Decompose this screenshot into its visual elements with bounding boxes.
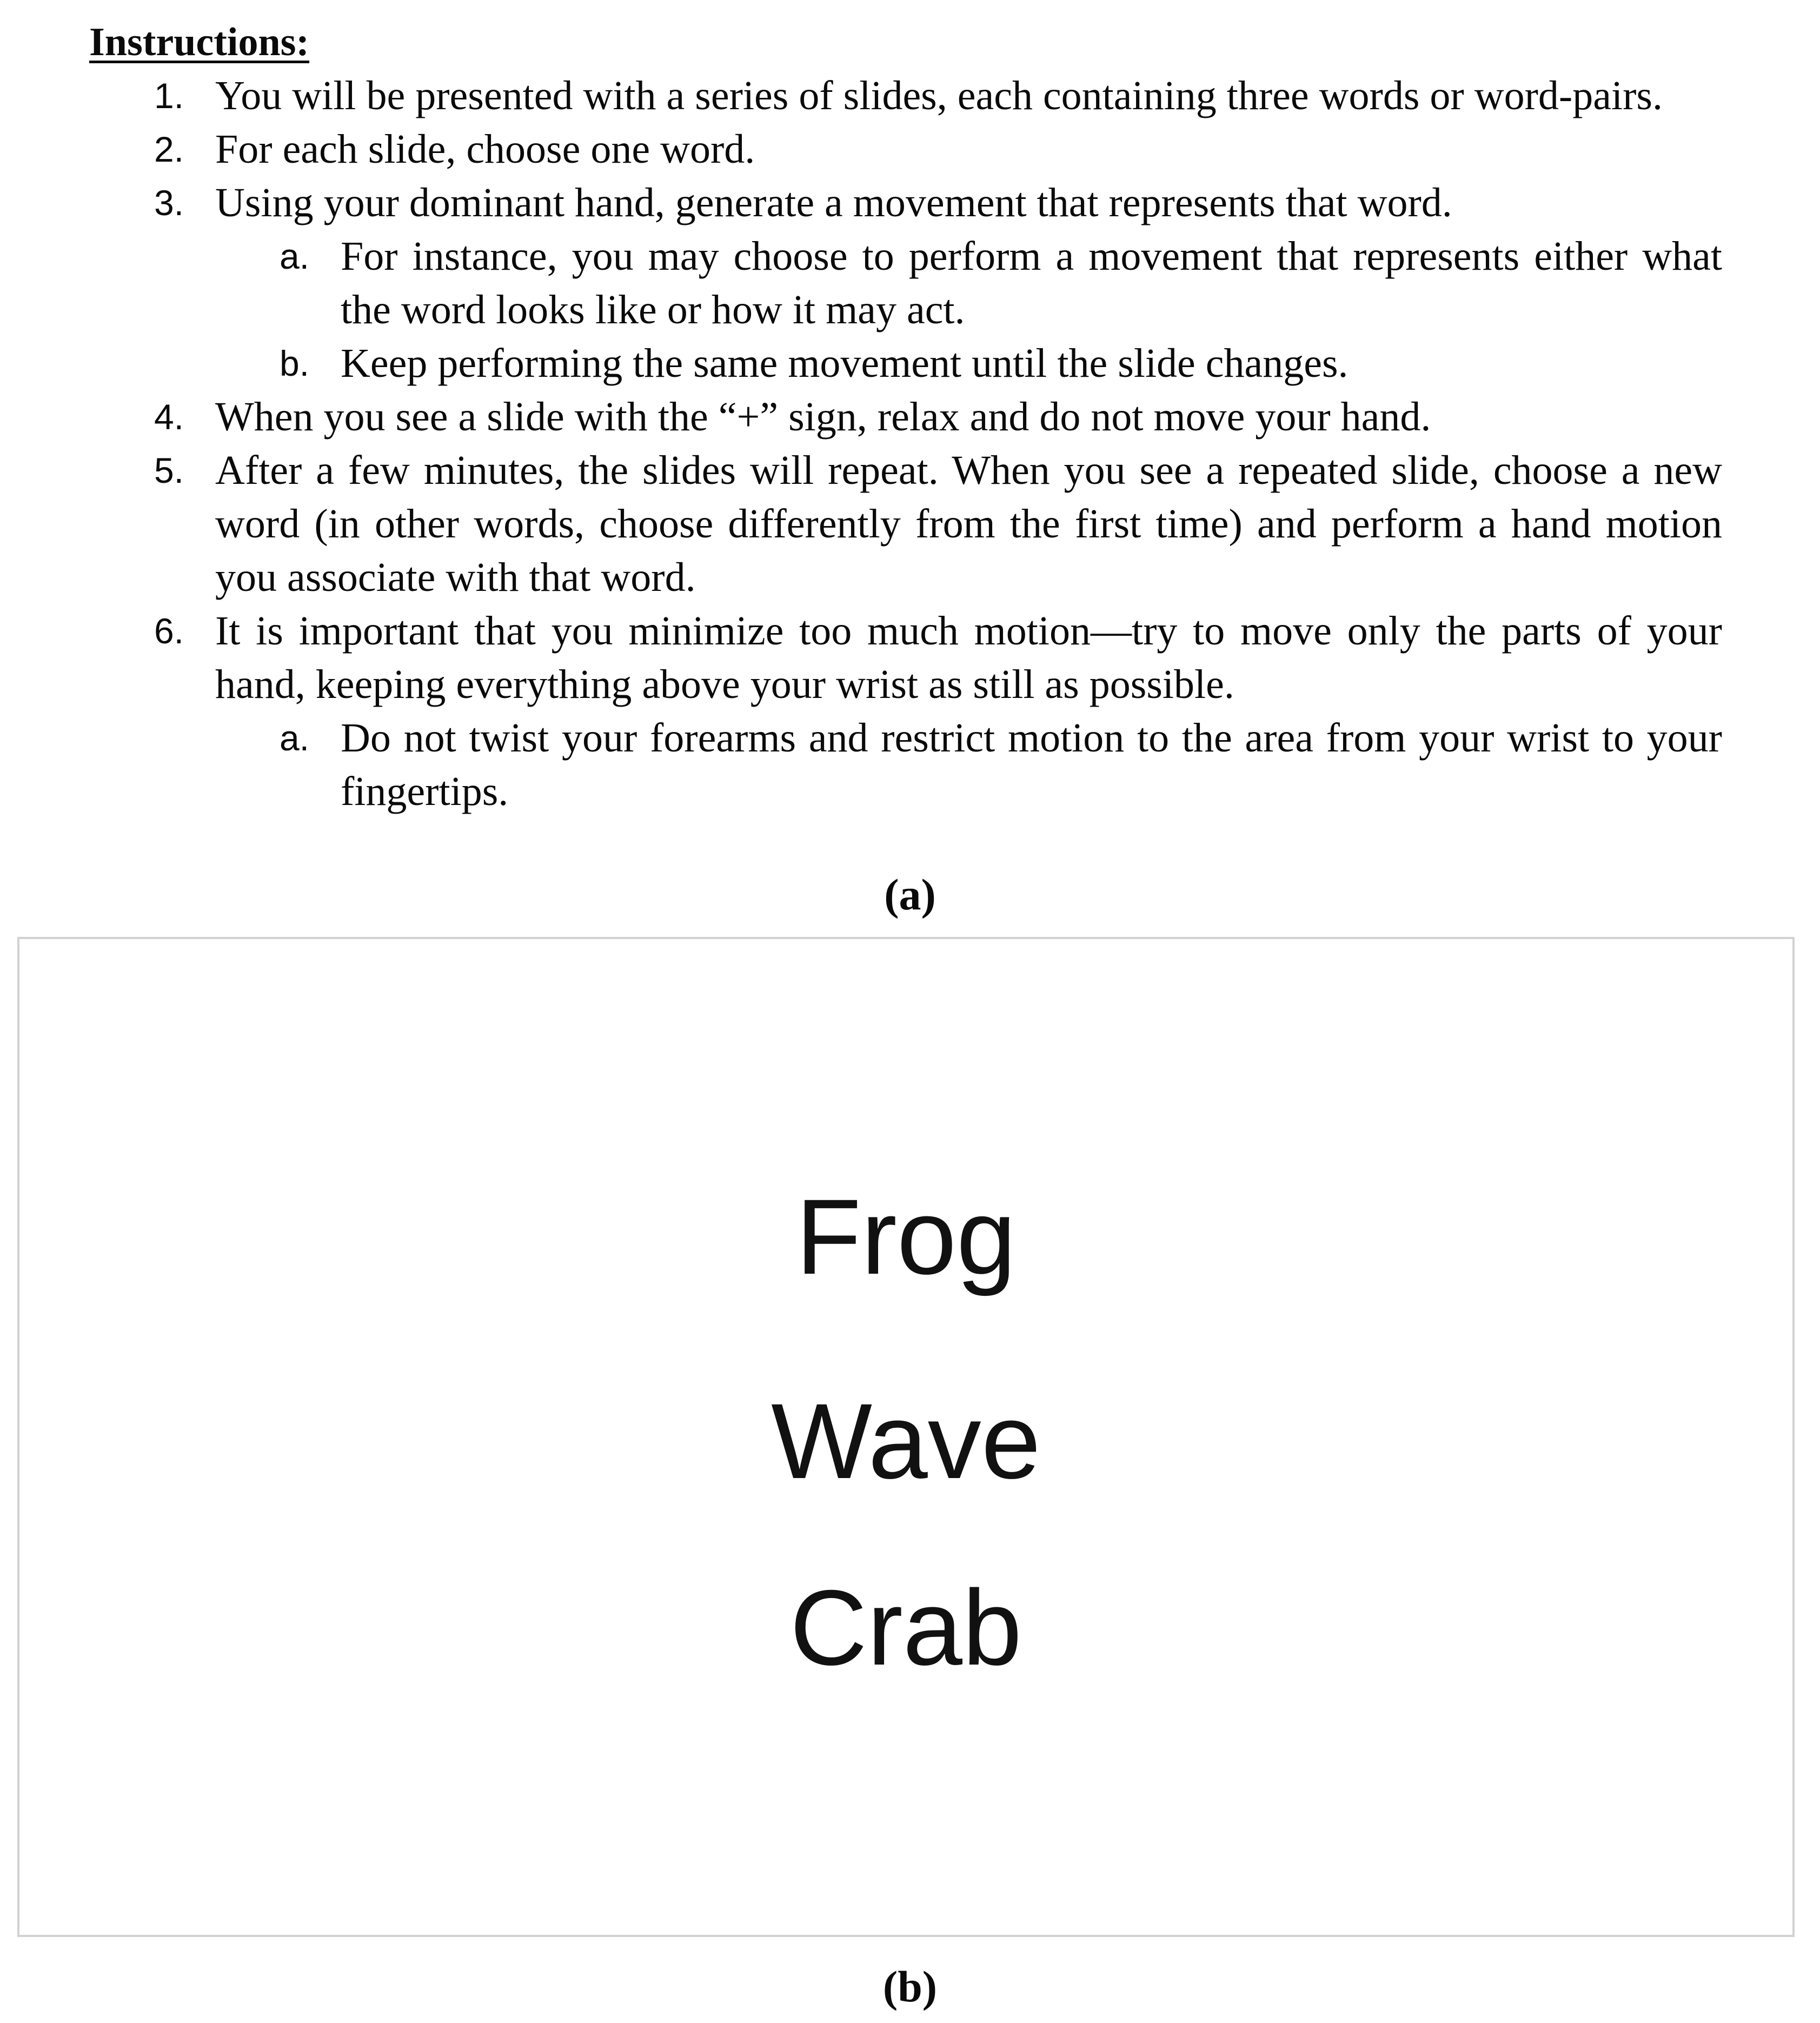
list-text: It is important that you minimize too much motion—try to move only the parts of your hand, keeping everything above your wrist as still as possible.	[215, 608, 1722, 707]
list-subitem	[89, 337, 1722, 390]
list-letter: a.	[279, 718, 309, 758]
caption-a: (a)	[884, 870, 936, 919]
list-number: 3.	[154, 183, 184, 223]
caption-b: (b)	[882, 1962, 938, 2011]
list-text: Using your dominant hand, generate a movement that represents that word.	[215, 180, 1452, 225]
list-text: After a few minutes, the slides will repeat. When you see a repeated slide, choose a new word (in other words, choose differently from the first time) and perform a hand motion you associate with that word.	[215, 448, 1722, 600]
list-text: For each slide, choose one word.	[215, 127, 755, 172]
list-number: 4.	[154, 397, 184, 437]
list-number: 5.	[154, 450, 184, 490]
list-letter: b.	[279, 343, 309, 383]
list-letter: a.	[279, 236, 309, 276]
slide-word: Frog	[795, 1177, 1017, 1296]
slide-word: Crab	[789, 1568, 1022, 1687]
list-text: Keep performing the same movement until the slide changes.	[341, 341, 1349, 386]
list-text: Do not twist your forearms and restrict motion to the area from your wrist to your fingertips.	[341, 715, 1722, 814]
list-item	[89, 176, 1722, 230]
list-item	[89, 390, 1722, 444]
list-item	[89, 123, 1722, 176]
slide-word: Wave	[771, 1381, 1041, 1501]
list-number: 1.	[154, 76, 184, 116]
example-slide	[17, 937, 1795, 1937]
list-text: You will be presented with a series of slides, each containing three words or word-pairs.	[215, 73, 1663, 118]
list-number: 2.	[154, 129, 184, 169]
list-text: When you see a slide with the “+” sign, relax and do not move your hand.	[215, 394, 1431, 440]
list-item	[89, 604, 1722, 711]
list-item	[89, 69, 1722, 123]
list-item	[89, 444, 1722, 604]
instructions-heading: Instructions:	[89, 20, 310, 64]
list-text: For instance, you may choose to perform a movement that represents either what the word looks like or how it may act.	[341, 234, 1722, 332]
instructions-section	[89, 15, 1722, 818]
list-number: 6.	[154, 611, 184, 651]
list-subitem	[89, 230, 1722, 337]
list-subitem	[89, 711, 1722, 818]
